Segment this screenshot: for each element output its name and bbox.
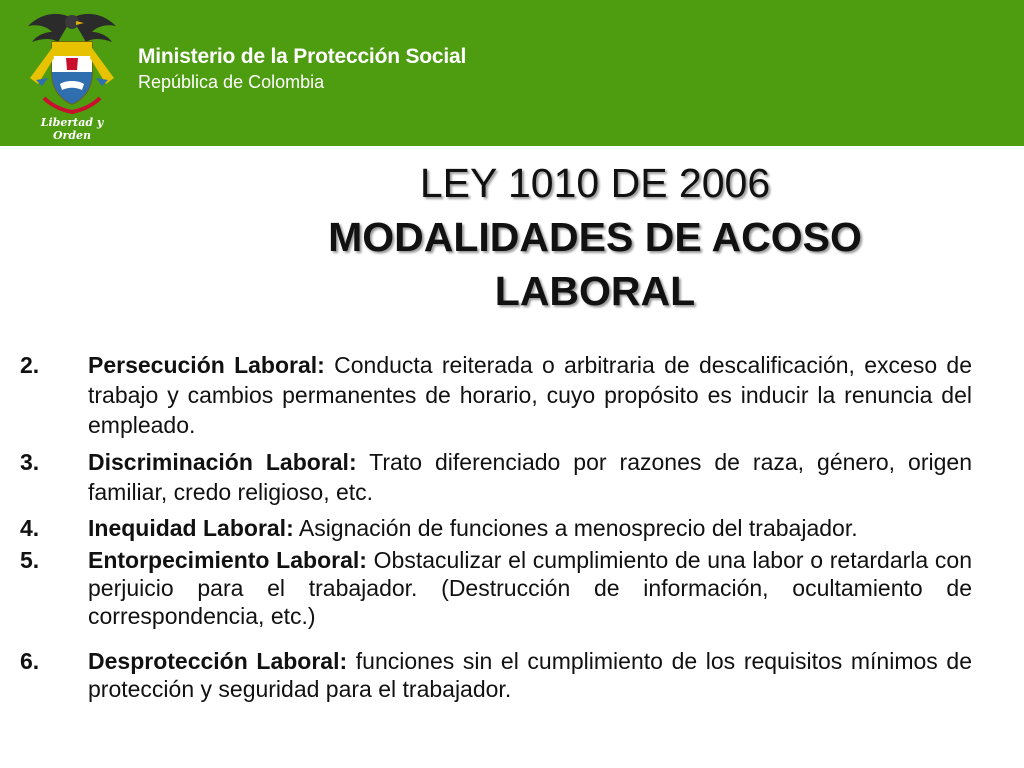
header-banner (0, 0, 1024, 146)
item-text: Conducta reiterada o arbitraria de descalificación, exceso de trabajo y cambios permanentes de horario, cuyo propósito es inducir la renuncia del empleado. (88, 352, 972, 438)
item-term: Discriminación Laboral: (88, 449, 357, 475)
list-item (20, 647, 972, 703)
item-text: Trato diferenciado por razones de raza, género, origen familiar, credo religioso, etc. (88, 449, 972, 505)
title-line-1: LEY 1010 DE 2006 (419, 160, 771, 206)
modalities-list (20, 350, 972, 703)
motto-text: Libertad y Orden (40, 116, 104, 142)
item-term: Desprotección Laboral: (88, 648, 348, 674)
item-number: 6. (20, 648, 40, 674)
item-text: funciones sin el cumplimiento de los requisitos mínimos de protección y seguridad para el trabajador. (88, 648, 973, 702)
slide-title (175, 156, 1015, 318)
item-number: 2. (20, 352, 40, 378)
organization-subtitle: República de Colombia (138, 72, 325, 92)
item-number: 3. (20, 449, 40, 475)
list-item (20, 447, 972, 507)
item-text: Asignación de funciones a menosprecio del trabajador. (293, 515, 858, 541)
organization-name: Ministerio de la Protección Social (138, 45, 467, 68)
title-line-2: MODALIDADES DE ACOSO (328, 214, 862, 260)
list-item (20, 350, 972, 440)
list-item (20, 514, 972, 543)
item-term: Entorpecimiento Laboral: (88, 547, 367, 573)
item-term: Persecución Laboral: (88, 352, 325, 378)
item-number: 4. (20, 515, 40, 541)
title-line-3: LABORAL (494, 268, 696, 314)
item-term: Inequidad Laboral: (88, 515, 294, 541)
organization-block (138, 44, 466, 94)
list-item (20, 546, 972, 630)
item-text: Obstaculizar el cumplimiento de una labor o retardarla con perjuicio para el trabajador. (Destrucción de información, ocultamiento de correspondencia, etc.) (88, 547, 972, 629)
item-number: 5. (20, 547, 40, 573)
